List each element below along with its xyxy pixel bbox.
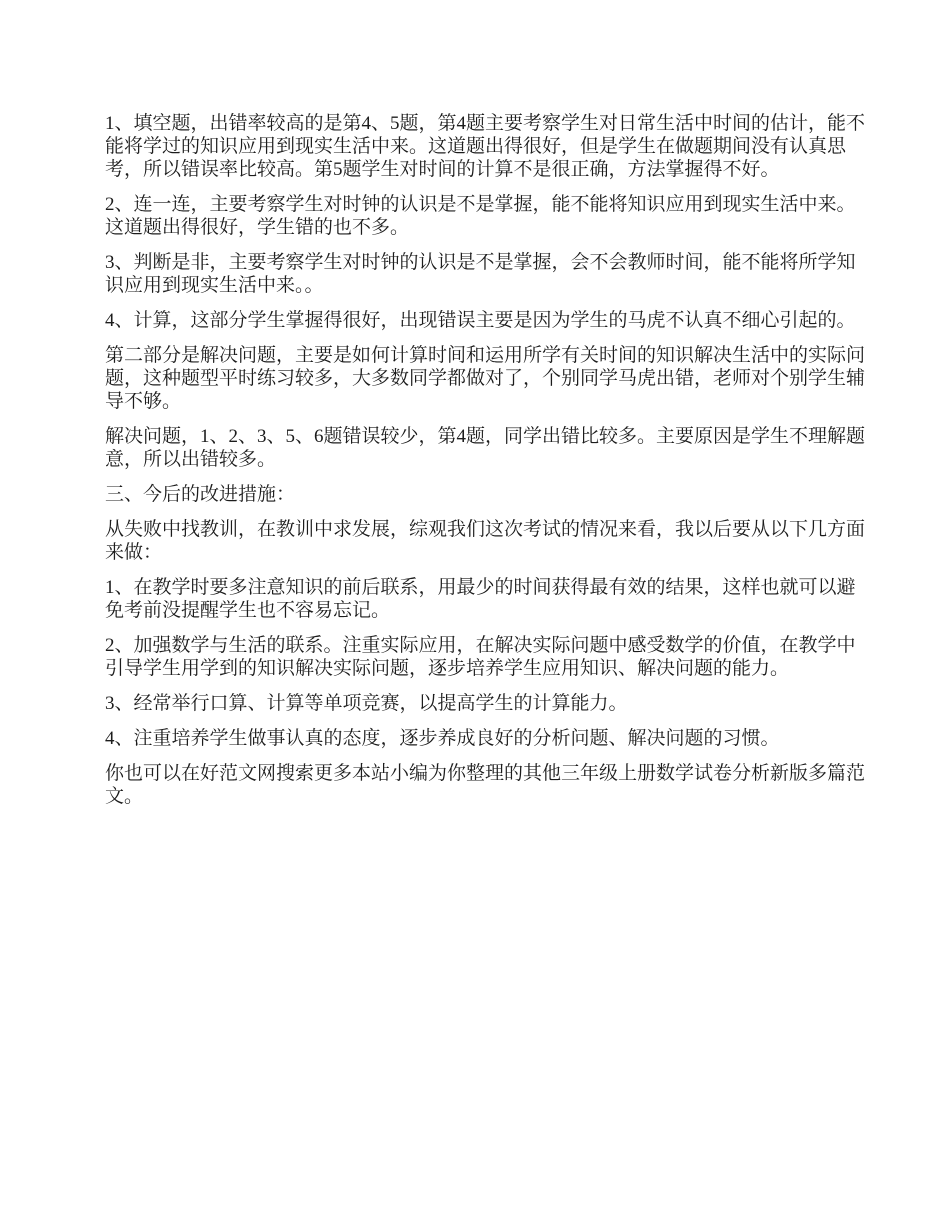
paragraph-true-false-analysis: 3、判断是非，主要考察学生对时钟的认识是不是掌握，会不会教师时间，能不能将所学知识应用到现实生活中来。。: [105, 252, 856, 296]
paragraph-measure-1: 1、在教学时要多注意知识的前后联系，用最少的时间获得最有效的结果，这样也就可以避免考前没提醒学生也不容易忘记。: [105, 577, 856, 621]
paragraph-problem-solving-errors: 解决问题，1、2、3、5、6题错误较少，第4题，同学出错比较多。主要原因是学生不理解题意，所以出错较多。: [105, 426, 866, 470]
paragraph-matching-analysis: 2、连一连，主要考察学生对时钟的认识是不是掌握，能不能将知识应用到现实生活中来。这道题出得很好，学生错的也不多。: [105, 194, 856, 238]
paragraph-fill-in-blanks-analysis: 1、填空题，出错率较高的是第4、5题，第4题主要考察学生对日常生活中时间的估计，能不能将学过的知识应用到现实生活中来。这道题出得很好，但是学生在做题期间没有认真思考，所以错误率比较高。第5题学生对时间的计算不是很正确，方法掌握得不好。: [105, 113, 866, 180]
paragraph-improvement-intro: 从失败中找教训，在教训中求发展，综观我们这次考试的情况来看，我以后要从以下几方面来做：: [105, 519, 866, 563]
paragraph-site-promo: 你也可以在好范文网搜索更多本站小编为你整理的其他三年级上册数学试卷分析新版多篇范文。: [105, 763, 866, 807]
paragraph-measure-4: 4、注重培养学生做事认真的态度，逐步养成良好的分析问题、解决问题的习惯。: [105, 728, 780, 749]
paragraph-measure-3: 3、经常举行口算、计算等单项竞赛，以提高学生的计算能力。: [105, 693, 628, 714]
paragraph-problem-solving-overview: 第二部分是解决问题，主要是如何计算时间和运用所学有关时间的知识解决生活中的实际问题，这种题型平时练习较多，大多数同学都做对了，个别同学马虎出错，老师对个别学生辅导不够。: [105, 345, 866, 412]
paragraph-measure-2: 2、加强数学与生活的联系。注重实际应用，在解决实际问题中感受数学的价值，在教学中引导学生用学到的知识解决实际问题，逐步培养学生应用知识、解决问题的能力。: [105, 635, 856, 679]
section-heading-improvement-measures: 三、今后的改进措施：: [105, 484, 296, 505]
paragraph-calculation-analysis: 4、计算，这部分学生掌握得很好，出现错误主要是因为学生的马虎不认真不细心引起的。: [105, 310, 856, 331]
